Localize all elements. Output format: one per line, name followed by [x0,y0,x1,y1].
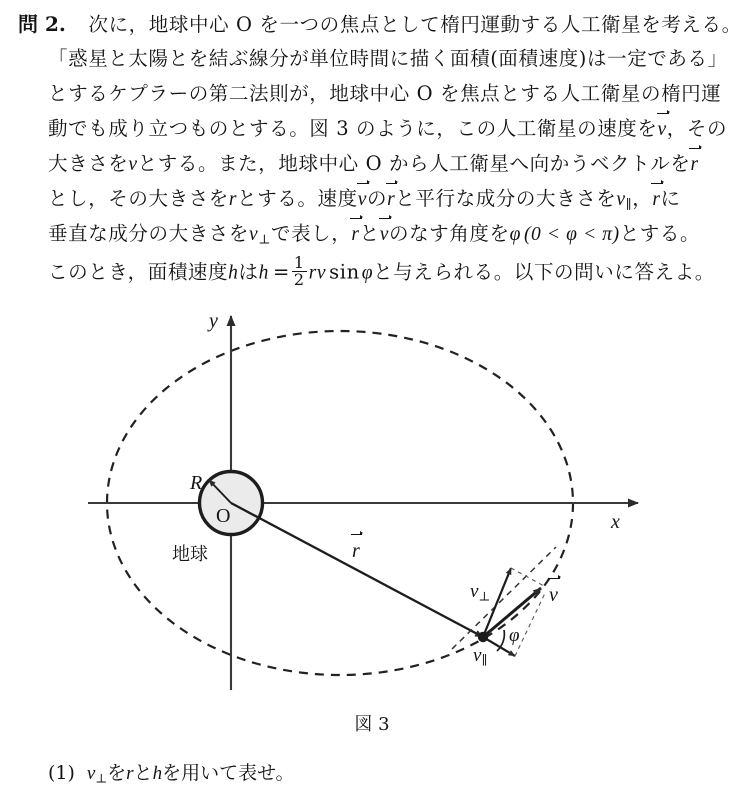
radius-magnitude-symbol: r [228,189,238,210]
v-parallel-subscript: ∥ [625,197,633,213]
v-parallel-label [473,645,487,669]
figure-caption: 図 3 [354,714,390,735]
speed-symbol: v [128,154,138,175]
problem-line-6-text-c: の [366,187,388,210]
problem-line-5 [48,148,699,176]
areal-velocity-symbol-2: h [258,262,269,284]
problem-line-7-text-f: とする。 [619,222,701,245]
question-1-v-subscript: ⊥ [95,770,108,786]
problem-line-6 [48,183,681,213]
velocity-vector-symbol: v [657,119,667,140]
velocity-vector-label-text: v [549,584,558,606]
problem-line-7-text-d: のなす角度を [388,222,510,245]
position-vector-label-text: r [352,540,360,562]
sin-function: sin [329,260,360,284]
v-parallel-symbol: v [616,189,626,210]
parallelogram-edge-right [515,591,546,656]
question-1-text-c: を用いて表せ。 [162,762,295,784]
problem-line-2 [48,43,728,71]
problem-line-7-text-c: と [359,222,380,245]
earth-label: 地球 [172,544,208,564]
problem-line-6-text-f: に [660,187,681,210]
problem-line-6-text-e: ， [632,187,653,210]
origin-label: O [216,505,231,527]
problem-line-4 [48,113,727,141]
problem-line-5-text-a: 大きさを [48,152,129,175]
equals-sign: = [272,260,290,284]
problem-line-4-text-b: ，その [666,117,728,140]
position-vector-symbol-2: r [387,189,396,210]
fraction-numerator: 1 [293,253,305,272]
problem-line-4-text-a: 動でも成り立つものとする。図 3 のように，この人工衛星の速度を [48,117,658,140]
question-1-number: (1) [48,762,75,784]
phi-symbol: φ [509,224,521,245]
question-1-text-b: と [133,762,153,784]
areal-velocity-symbol: h [228,262,239,284]
v-parallel-label-text: v [473,645,482,666]
problem-line-8-text-a: このとき，面積速度 [48,260,229,284]
question-1-text-a: を [107,762,127,784]
x-axis-label: x [611,511,620,533]
rv-term: rv [308,262,327,284]
problem-number: 問 2. [18,12,66,36]
figure-3-diagram [0,300,744,700]
problem-line-6-text-a: とし，その大きさを [48,187,229,210]
orbit-diagram-svg [0,300,744,700]
v-perp-label-sub: ⊥ [478,589,491,604]
problem-line-8 [48,255,715,289]
velocity-vector-symbol-3: v [379,224,389,245]
problem-line-1 [18,8,742,37]
phi-symbol-2: φ [361,262,374,284]
problem-line-7-text-b: で表し， [270,222,352,245]
problem-line-8-text-b: は [238,260,259,284]
problem-line-6-text-b: とする。速度 [237,187,358,210]
v-perp-label-text: v [470,581,479,602]
angle-phi-label: φ [509,625,520,646]
problem-line-5-text-b: とする。また，地球中心 O から人工衛星へ向かうベクトルを [137,152,691,175]
v-perp-symbol: v [249,224,259,245]
problem-line-7 [48,218,700,248]
question-1 [48,758,295,786]
position-vector-arrow [231,503,483,637]
v-perp-subscript: ⊥ [258,232,271,248]
parallelogram-edge-top [511,568,544,586]
question-1-r-symbol: r [126,763,134,784]
problem-line-7-text-a: 垂直な成分の大きさを [48,222,250,245]
problem-line-6-text-d: と平行な成分の大きさを [395,187,617,210]
earth-radius-label: R [190,472,203,494]
y-axis-label: y [209,310,218,332]
position-vector-symbol: r [690,154,699,175]
one-half-fraction [292,255,307,289]
problem-line-1-text: 次に，地球中心 O を一つの焦点として楕円運動する人工衛星を考える。 [88,13,742,36]
question-1-h-symbol: h [152,763,163,784]
problem-line-3 [48,78,721,106]
v-perp-label [470,581,490,605]
phi-range: (0 < φ < π) [523,224,620,245]
position-vector-symbol-3: r [652,189,661,210]
problem-line-8-text-c: と与えられる。以下の問いに答えよ。 [373,260,715,284]
velocity-vector-label [549,584,558,607]
problem-line-3-text: とするケプラーの第二法則が，地球中心 O を焦点とする人工衛星の楕円運 [48,82,722,105]
position-vector-label [352,540,360,563]
velocity-vector-symbol-2: v [357,189,367,210]
v-parallel-label-sub: ∥ [481,653,488,668]
question-1-v-symbol: v [86,763,96,784]
position-vector-symbol-4: r [351,224,360,245]
fraction-denominator: 2 [293,270,305,290]
problem-line-2-text: 「惑星と太陽とを結ぶ線分が単位時間に描く面積(面積速度)は一定である」 [48,47,728,70]
